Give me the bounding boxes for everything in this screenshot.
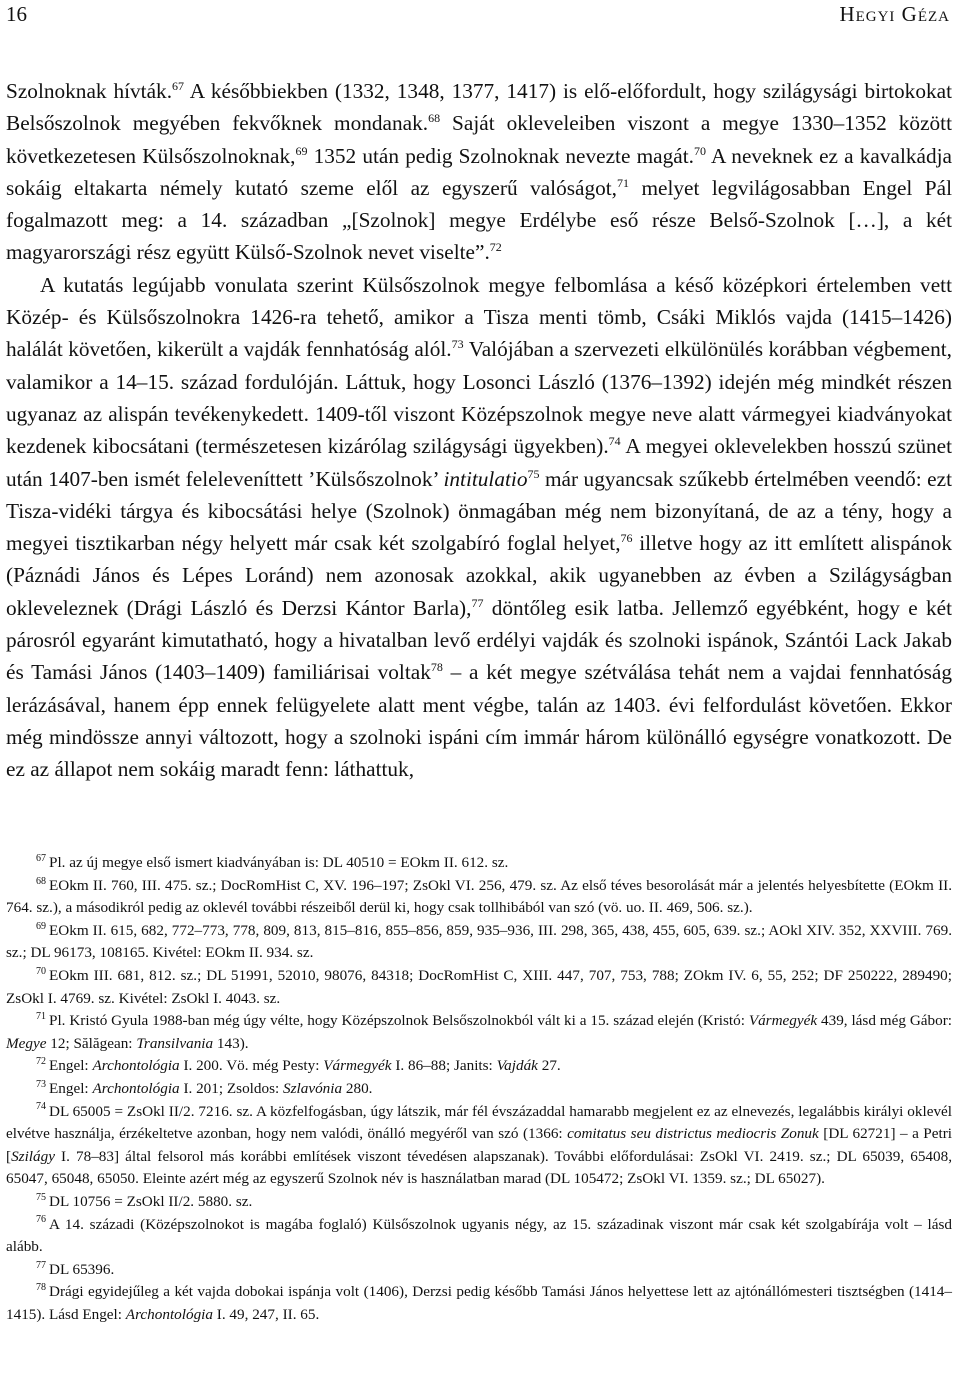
footnote: [6, 1191, 952, 1214]
text-run: DL 65005 = ZsOkl II/2. 7216. sz. A közfelfogásban, úgy látszik, már fél évszázaddal hamarabb megjelent ez az elnevezés, legalábbis királyi oklevél elvétve használja, érzékeltetve azonban, hogy nem valódi, önálló megyéről van szó (1366:: [6, 1102, 952, 1143]
text-run: 143).: [213, 1034, 249, 1052]
italic-text: Vármegyék: [748, 1012, 818, 1030]
footnote: [6, 875, 952, 920]
footnote: [6, 1259, 952, 1282]
italic-text: Archontológia: [92, 1079, 180, 1097]
text-run: I. 86–88; Janits:: [391, 1057, 497, 1075]
text-run: A megyei oklevelekben hosszú szünet után 1407-ben ismét feleleveníttett ’Külsőszolnok’: [6, 434, 952, 491]
footnote-ref: 67: [172, 78, 185, 93]
italic-text: Vármegyék: [323, 1057, 392, 1075]
main-text: [6, 75, 952, 786]
footnote-ref: 77: [471, 595, 484, 610]
text-run: illetve hogy az itt említett alispánok (Páznádi János és Lépes Loránd) nem azonosak azokkal, akik ugyanebben az évben a Szilágyságban okleveleznek (Drági László és Derzsi Kántor Barla),: [6, 531, 952, 620]
footnote-number: 75: [36, 1191, 46, 1203]
text-run: melyet legvilágosabban Engel Pál fogalmazott meg: a 14. században „[Szolnok] megye Erdélybe eső része Belső-Szolnok […], a két magyarországi rész együtt Külső-Szolnok nevet viselte”.: [6, 175, 953, 265]
italic-text: Megye: [6, 1034, 47, 1052]
text-run: DL 65396.: [49, 1260, 115, 1278]
footnote: [6, 1010, 952, 1055]
text-run: A 14. századi (Középszolnokot is magába foglaló) Külsőszolnok ugyanis négy, az 15. századinak viszont már csak két szolgabírája volt – lásd alább.: [6, 1215, 952, 1256]
text-run: [DL 62721] – a Petri [: [6, 1125, 952, 1165]
italic-text: Transilvania: [136, 1034, 214, 1052]
footnote: [6, 1055, 952, 1078]
footnote: [6, 1101, 952, 1191]
footnote-number: 69: [36, 920, 46, 932]
text-run: I. 49, 247, II. 65.: [212, 1305, 320, 1323]
footnote-ref: 74: [608, 434, 621, 449]
footnote: [6, 1281, 952, 1326]
text-run: A későbbiekben (1332, 1348, 1377, 1417) is elő-előfordult, hogy szilágysági birtokokat Belsőszolnok megyében fekvőknek mondanak.: [6, 79, 952, 136]
text-run: Pl. Kristó Gyula 1988-ban még úgy vélte, hogy Középszolnok Belsőszolnokból vált ki a 15. század elején (Kristó:: [49, 1012, 749, 1030]
page-number: 16: [6, 2, 27, 26]
footnote-ref: 76: [620, 531, 633, 546]
footnote-number: 70: [36, 965, 46, 977]
footnote: [6, 1214, 952, 1259]
text-run: 280.: [342, 1079, 373, 1097]
text-run: 439, lásd még Gábor:: [817, 1012, 952, 1030]
text-run: DL 10756 = ZsOkl II/2. 5880. sz.: [49, 1192, 253, 1210]
footnote: [6, 965, 952, 1010]
text-run: Saját okleveleiben viszont a megye 1330–1352 között következetesen Külsőszolnoknak,: [6, 111, 952, 168]
footnote-ref: 75: [527, 466, 540, 481]
footnote-ref: 73: [451, 337, 464, 352]
text-run: Szolnoknak hívták.: [6, 79, 173, 103]
text-run: EOkm II. 615, 682, 772–773, 778, 809, 813, 815–816, 855–856, 859, 935–936, III. 298, 365, 438, 455, 605, 639. sz.; AOkl XIV. 352, XXVIII. 769. sz.; DL 96173, 108165. Kivétel: EOkm II. 934. sz.: [6, 921, 952, 962]
text-run: Engel:: [49, 1057, 93, 1075]
italic-text: Archontológia: [92, 1057, 180, 1075]
footnote-number: 73: [36, 1078, 46, 1090]
footnote: [6, 1078, 952, 1101]
footnote: [6, 852, 952, 875]
text-run: Engel:: [49, 1079, 93, 1097]
paragraph: [6, 75, 952, 269]
footnote-number: 77: [36, 1259, 46, 1271]
text-run: – a két megye szétválása tehát nem a vajdai fennhatóság lerázásával, hanem épp ennek felügyelete alatt ment végbe, talán az 1403. évi felfordulást követően. Ekkor még mindössze annyi változott, hogy a szolnoki ispáni cím immár három különálló egységre vonatkozott. De ez az állapot nem sokáig maradt fenn: láthattuk,: [6, 660, 952, 782]
text-run: Valójában a szervezeti elkülönülés korábban végbement, valamikor a 14–15. század fordulóján. Láttuk, hogy Losonci László (1376–1392) idején még mindkét részen ugyanaz az alispán tevékenykedett. 1409-től viszont Középszolnok megye neve alatt vármegyei kiadványokat kezdenek kibocsátani (természetesen kizárólag szilágysági ügyekben).: [6, 337, 952, 459]
text-run: 1352 után pedig Szolnoknak nevezte magát.: [307, 143, 694, 168]
running-head-author: Hegyi Géza: [839, 2, 950, 26]
footnote-ref: 78: [430, 660, 443, 675]
footnote-number: 72: [36, 1056, 46, 1068]
text-run: 27.: [537, 1057, 561, 1075]
paragraph: [6, 269, 952, 786]
text-run: I. 200. Vö. még Pesty:: [179, 1057, 324, 1075]
text-run: 12; Sălăgean:: [46, 1034, 137, 1052]
footnote: [6, 920, 952, 965]
text-run: Drági egyidejűleg a két vajda dobokai ispánja volt (1406), Derzsi pedig később Tamási János helyettese lett az ajtónállómesteri tisztségben (1414–1415). Lásd Engel:: [6, 1283, 952, 1323]
footnote-ref: 71: [617, 175, 630, 190]
italic-text: Vajdák: [496, 1057, 538, 1075]
text-run: I. 78–83] által felsorol más korábbi említések viszont tévedésen alapszanak). További előfordulásai: ZsOkl VI. 2419. sz.; DL 65039, 65408, 65047, 65048, 65050. Eleinte azért még az egyszerű Szolnok név is használatban marad (DL 105472; ZsOkl VI. 1359. sz.; DL 65027).: [6, 1147, 952, 1188]
text-run: döntőleg esik latba. Jellemző egyébként, hogy e két párosról egyaránt kimutatható, hogy a hivatalban levő erdélyi vajdák és szolnoki ispánok, Szántói Lack Jakab és Tamási János (1403–1409) familiárisai voltak: [6, 595, 952, 685]
footnote-number: 78: [36, 1282, 46, 1294]
text-run: Pl. az új megye első ismert kiadványában is: DL 40510 = EOkm II. 612. sz.: [49, 854, 509, 871]
footnote-ref: 69: [295, 143, 308, 158]
italic-text: comitatus seu districtus mediocris Zonuk: [567, 1125, 819, 1143]
italic-text: Szlavónia: [283, 1079, 343, 1097]
footnote-ref: 72: [489, 240, 502, 255]
footnote-number: 76: [36, 1214, 46, 1226]
text-run: A kutatás legújabb vonulata szerint Külsőszolnok megye felbomlása a késő középkori értelemben vett Közép- és Külsőszolnokra 1426-ra tehető, amikor a Tisza menti tömb, Csáki Miklós vajda (1415–1426) halálát követően, kikerült a vajdák fennhatóság alól.: [6, 272, 952, 362]
footnote-number: 67: [36, 852, 46, 864]
footnote-number: 68: [36, 875, 46, 887]
italic-text: Archontológia: [125, 1305, 213, 1323]
text-run: EOkm II. 760, III. 475. sz.; DocRomHist C, XV. 196–197; ZsOkl VI. 256, 479. sz. Az első téves besorolását már a jelentés helyesbítette (EOkm II. 764. sz.), a másodikról pedig az oklevél további részeiből derül ki, hogy csak tollhibából van szó (vö. uo. II. 469, 506. sz.).: [6, 876, 952, 917]
italic-text: intitulatio: [443, 466, 528, 491]
text-run: EOkm III. 681, 812. sz.; DL 51991, 52010, 98076, 84318; DocRomHist C, XIII. 447, 707, 753, 788; ZOkm IV. 6, 55, 252; DF 250222, 289490; ZsOkl I. 4769. sz. Kivétel: ZsOkl I. 4043. sz.: [6, 966, 952, 1007]
text-run: I. 201; Zsoldos:: [179, 1079, 284, 1097]
footnote-ref: 68: [428, 111, 441, 126]
text-run: A neveknek ez a kavalkádja sokáig eltakarta némely kutató szeme elől az egyszerű valóságot,: [6, 143, 952, 200]
footnotes: [6, 852, 952, 1326]
text-run: már ugyancsak szűkebb értelmében veendő: ezt Tisza-vidéki tárgya és kibocsátási helye (Szolnok) önmagában még nem bizonyítaná, de az a tény, hogy a megyei tisztikarban négy helyett már csak két szolgabíró foglal helyet,: [6, 466, 952, 556]
italic-text: Szilágy: [11, 1147, 55, 1165]
footnote-ref: 70: [693, 143, 706, 158]
footnote-number: 71: [36, 1011, 46, 1023]
footnote-number: 74: [36, 1101, 46, 1113]
